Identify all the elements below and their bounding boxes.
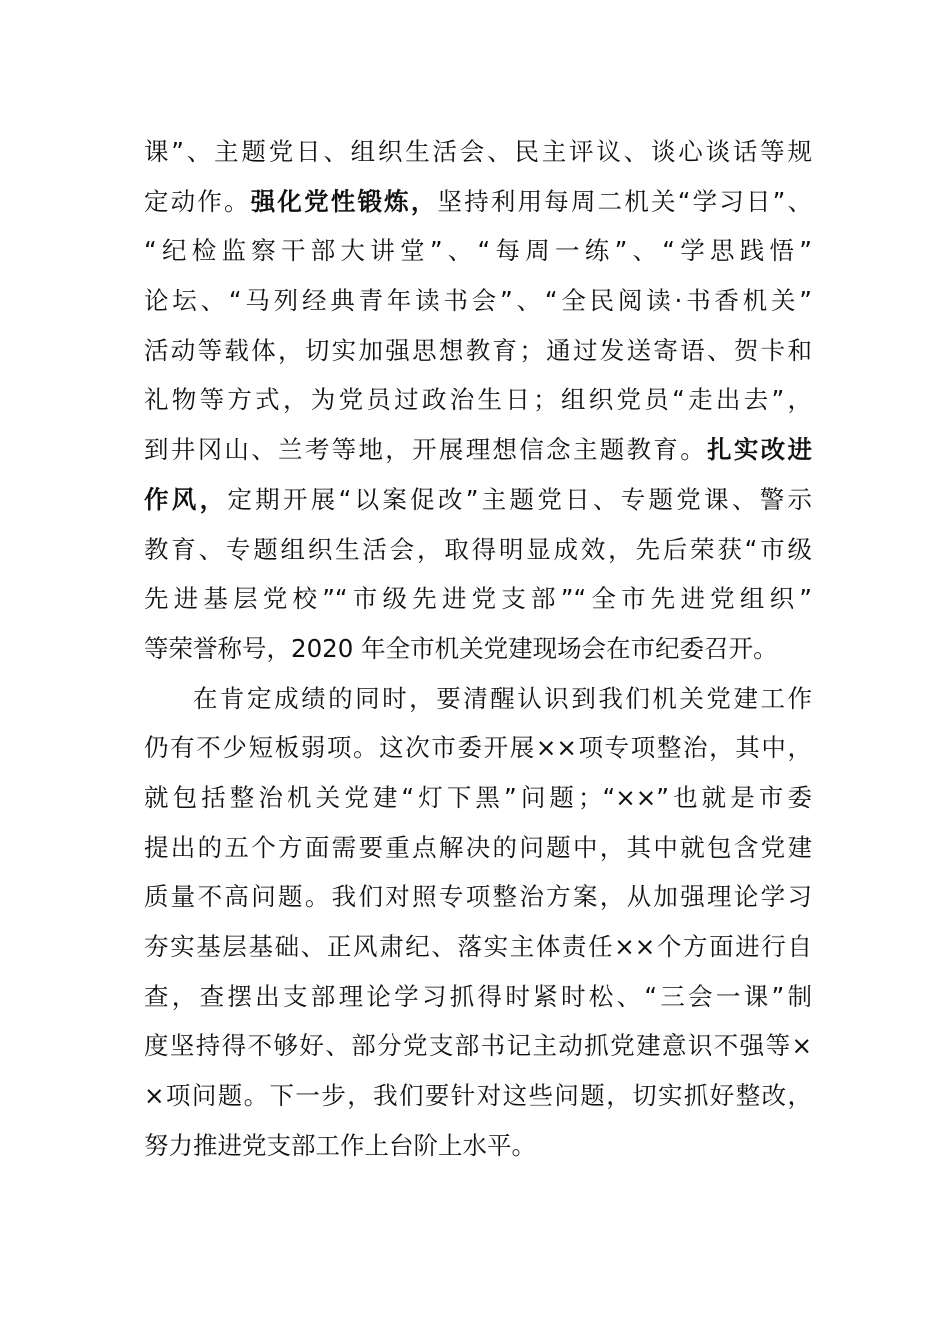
text-line: 夯实基层基础、正风肃纪、落实主体责任××个方面进行自 — [144, 932, 812, 961]
text-line — [144, 475, 812, 525]
bold-heading-improve-work-style: 扎实改进 — [707, 435, 812, 465]
text-line: 教育、专题组织生活会，取得明显成效，先后荣获“市级 — [144, 534, 812, 564]
bold-heading-improve-work-style-cont: 作风， — [144, 484, 228, 514]
text-line: 先进基层党校”“市级先进党支部”“全市先进党组织” — [144, 584, 812, 614]
text-line: 在肯定成绩的同时，要清醒认识到我们机关党建工作 — [193, 683, 812, 713]
text-line: “纪检监察干部大讲堂”、“每周一练”、“学思践悟” — [144, 236, 812, 266]
text-line: 就包括整治机关党建“灯下黑”问题；“××”也就是市委 — [144, 782, 812, 812]
text-line: 提出的五个方面需要重点解决的问题中，其中就包含党建 — [144, 832, 812, 862]
paragraph-shortcomings — [144, 674, 812, 1171]
text-line: 仍有不少短板弱项。这次市委开展××项专项整治，其中， — [144, 733, 812, 763]
text-line: 课”、主题党日、组织生活会、民主评议、谈心谈话等规 — [144, 137, 812, 166]
bold-heading-strengthen-party-spirit: 强化党性锻炼， — [250, 186, 438, 216]
paragraph-achievements — [144, 127, 812, 674]
text-line: ×项问题。下一步，我们要针对这些问题，切实抓好整改， — [144, 1081, 812, 1111]
document-body — [144, 127, 812, 1170]
text-line: 查，查摆出支部理论学习抓得时紧时松、“三会一课”制 — [144, 981, 812, 1011]
text-line: 论坛、“马列经典青年读书会”、“全民阅读·书香机关” — [144, 286, 812, 316]
text-line: 礼物等方式，为党员过政治生日；组织党员“走出去”， — [144, 385, 812, 415]
text-line: 质量不高问题。我们对照专项整治方案，从加强理论学习 — [144, 882, 812, 912]
text-line — [144, 177, 812, 227]
text-line: 度坚持得不够好、部分党支部书记主动抓党建意识不强等× — [144, 1031, 812, 1061]
text-line: 活动等载体，切实加强思想教育；通过发送寄语、贺卡和 — [144, 335, 812, 365]
text-line — [144, 425, 812, 475]
text-run: 定动作。 — [144, 186, 251, 216]
text-line: 等荣誉称号，2020 年全市机关党建现场会在市纪委召开。 — [144, 633, 778, 663]
text-run: 定期开展“以案促改”主题党日、专题党课、警示 — [227, 484, 812, 514]
text-line: 努力推进党支部工作上台阶上水平。 — [144, 1130, 536, 1160]
text-run: 到井冈山、兰考等地，开展理想信念主题教育。 — [144, 435, 708, 465]
text-run: 坚持利用每周二机关“学习日”、 — [437, 186, 813, 216]
